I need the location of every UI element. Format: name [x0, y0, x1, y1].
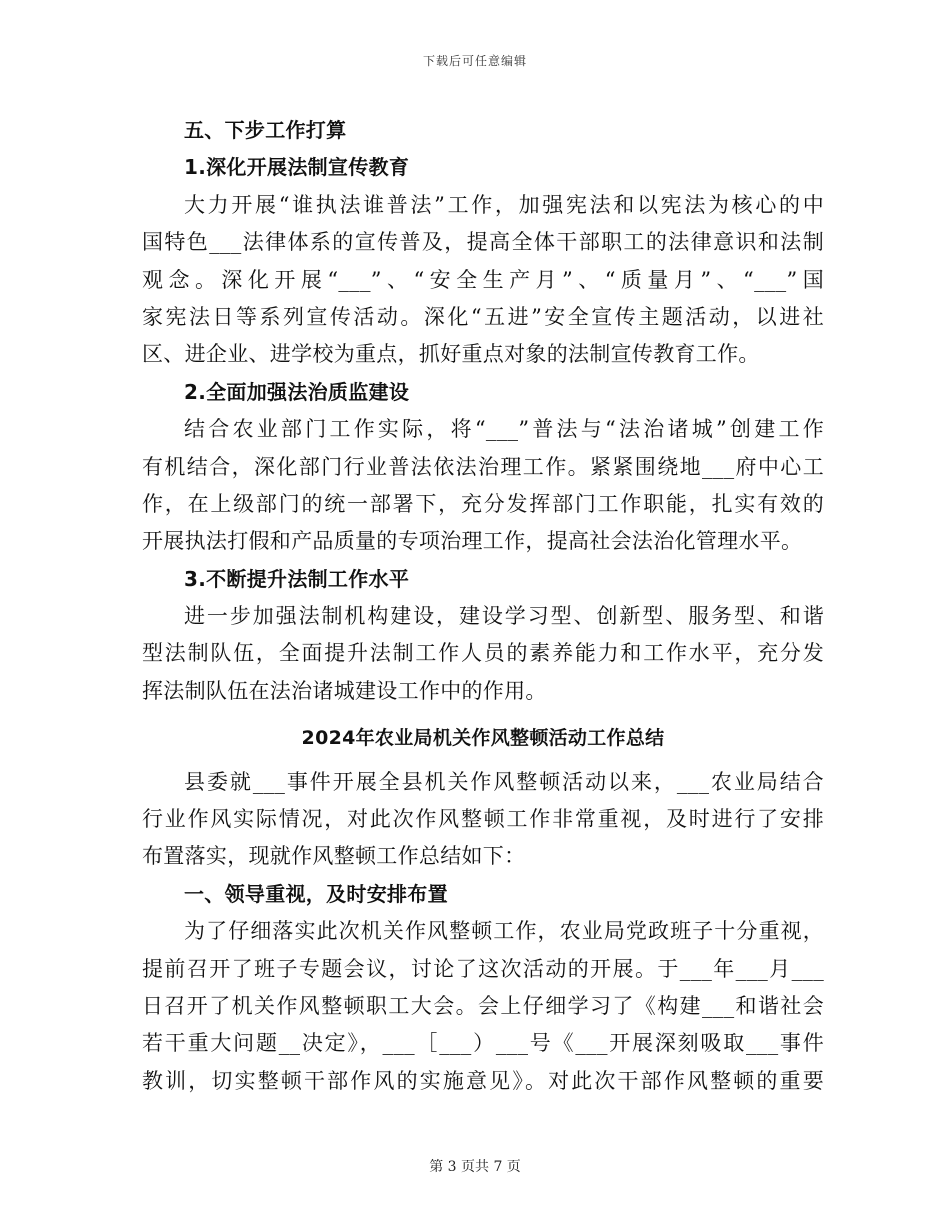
section-heading: 一、领导重视，及时安排布置 [184, 881, 448, 906]
paragraph-line: 型法制队伍，全面提升法制工作人员的素养能力和工作水平，充分发 [142, 641, 824, 666]
paragraph-line: 作，在上级部门的统一部署下，充分发挥部门工作职能，扎实有效的 [142, 491, 824, 516]
paragraph-line: 进一步加强法制机构建设，建设学习型、创新型、服务型、和谐 [184, 604, 824, 629]
paragraph-line: 有机结合，深化部门行业普法依法治理工作。紧紧围绕地___府中心工 [142, 454, 824, 479]
paragraph-line: 县委就___事件开展全县机关作风整顿活动以来，___农业局结合 [184, 769, 824, 794]
paragraph-line: 行业作风实际情况，对此次作风整顿工作非常重视，及时进行了安排 [142, 807, 824, 832]
paragraph-line: 区、进企业、进学校为重点，抓好重点对象的法制宣传教育工作。 [142, 342, 760, 367]
paragraph-line: 开展执法打假和产品质量的专项治理工作，提高社会法治化管理水平。 [142, 529, 803, 554]
paragraph-line: 若干重大问题__决定》，___［___）___号《___开展深刻吸取___事件 [142, 1031, 824, 1056]
paragraph-line: 家宪法日等系列宣传活动。深化“五进”安全宣传主题活动，以进社 [142, 304, 824, 329]
paragraph-line: 布置落实，现就作风整顿工作总结如下： [142, 844, 526, 869]
paragraph-line: 日召开了机关作风整顿职工大会。会上仔细学习了《构建___和谐社会 [142, 993, 824, 1018]
page-footer: 第 3 页共 7 页 [429, 1159, 521, 1175]
paragraph-line: 观念。深化开展“___”、“安全生产月”、“质量月”、“___”国 [142, 267, 824, 292]
page-header: 下载后可任意编辑 [422, 54, 527, 68]
paragraph-line: 教训，切实整顿干部作风的实施意见》。对此次干部作风整顿的重要 [142, 1068, 824, 1093]
paragraph-line: 为了仔细落实此次机关作风整顿工作，农业局党政班子十分重视， [184, 919, 824, 944]
section-heading: 五、下步工作打算 [184, 118, 347, 142]
document-title: 2024年农业局机关作风整顿活动工作总结 [301, 727, 665, 750]
paragraph-line: 国特色___法律体系的宣传普及，提高全体干部职工的法律意识和法制 [142, 230, 824, 255]
subsection-heading-1: 1.深化开展法制宣传教育 [184, 155, 410, 180]
paragraph-line: 结合农业部门工作实际，将“___”普法与“法治诸城”创建工作 [184, 417, 824, 442]
subsection-heading-2: 2.全面加强法治质监建设 [184, 379, 410, 404]
document-body [142, 112, 824, 1100]
paragraph-line: 提前召开了班子专题会议，讨论了这次活动的开展。于___年___月___ [142, 956, 824, 981]
paragraph-line: 挥法制队伍在法治诸城建设工作中的作用。 [142, 678, 547, 703]
subsection-heading-3: 3.不断提升法制工作水平 [184, 566, 410, 591]
paragraph-line: 大力开展“谁执法谁普法”工作，加强宪法和以宪法为核心的中 [184, 192, 824, 217]
